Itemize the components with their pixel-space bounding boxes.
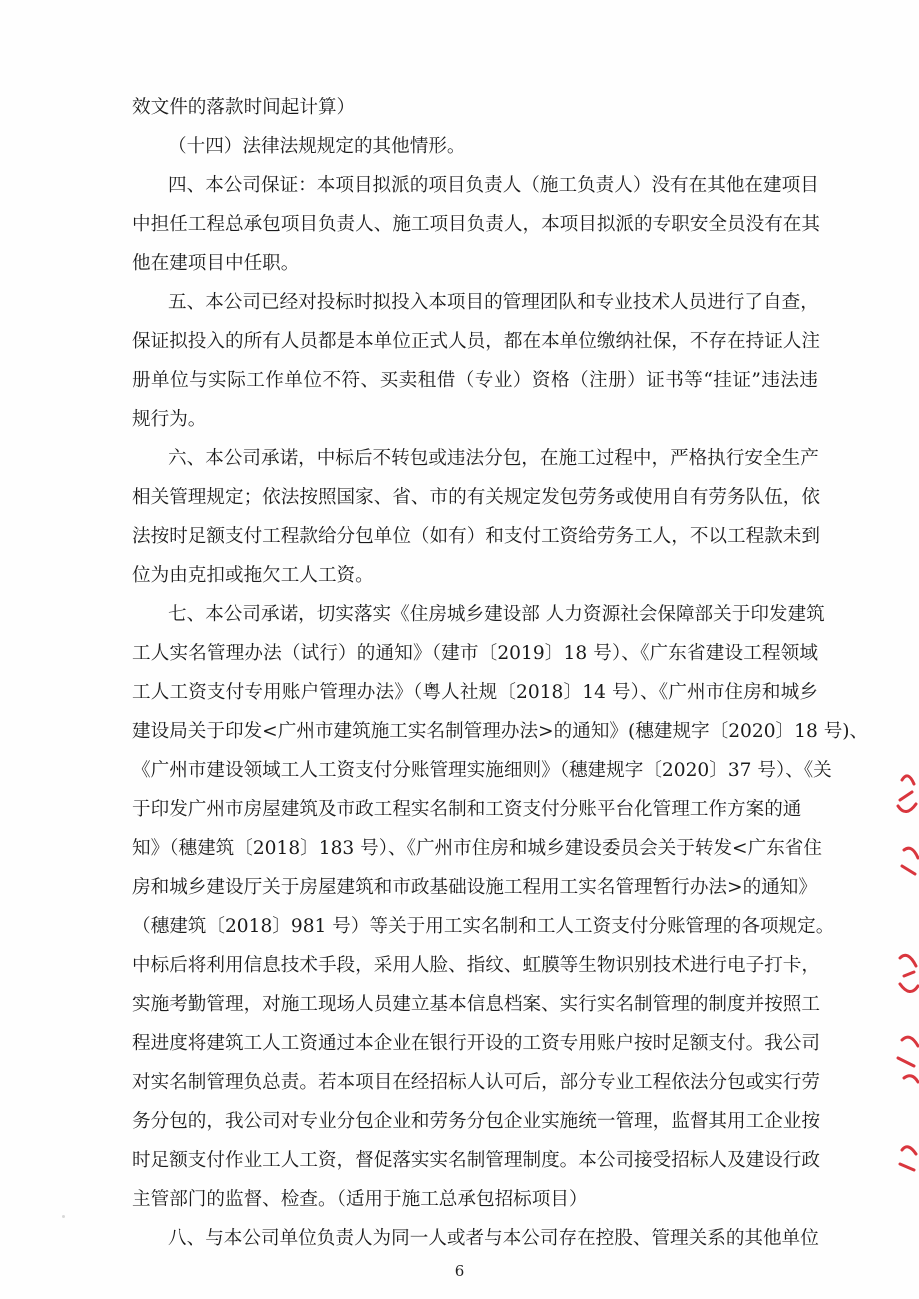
text-line: 务分包的，我公司对专业分包企业和劳务分包企业实施统一管理，监督其用工企业按: [132, 1111, 820, 1132]
text-line: 五、本公司已经对投标时拟投入本项目的管理团队和专业技术人员进行了自查，: [168, 292, 819, 313]
red-seal-edge: [888, 740, 919, 1180]
text-line: 六、本公司承诺，中标后不转包或违法分包，在施工过程中，严格执行安全生产: [168, 448, 819, 469]
text-line: 相关管理规定；依法按照国家、省、市的有关规定发包劳务或使用自有劳务队伍，依: [132, 487, 820, 508]
text-line: 《广州市建设领域工人工资支付分账管理实施细则》（穗建规字〔2020〕37 号）、《关: [132, 760, 832, 781]
text-line: 工人实名管理办法（试行）的通知》（建市〔2019〕18 号）、《广东省建设工程领域: [132, 643, 818, 664]
text-line: 于印发广州市房屋建筑及市政工程实名制和工资支付分账平台化管理工作方案的通: [132, 799, 802, 820]
text-line: 册单位与实际工作单位不符、买卖租借（专业）资格（注册）证书等“挂证”违法违: [132, 370, 818, 391]
scan-speck: [62, 1215, 65, 1218]
text-line: 效文件的落款时间起计算）: [132, 97, 356, 118]
page-number: 6: [454, 1262, 465, 1280]
text-line: 对实名制管理负总责。若本项目在经招标人认可后，部分专业工程依法分包或实行劳: [132, 1072, 820, 1093]
text-line: 时足额支付作业工人工资，督促落实实名制管理制度。本公司接受招标人及建设行政: [132, 1150, 820, 1171]
text-line: 房和城乡建设厅关于房屋建筑和市政基础设施工程用工实名管理暂行办法>的通知》: [132, 877, 817, 898]
text-line: 位为由克扣或拖欠工人工资。: [132, 565, 374, 586]
text-line: 中标后将利用信息技术手段，采用人脸、指纹、虹膜等生物识别技术进行电子打卡，: [132, 955, 820, 976]
text-line: 四、本公司保证：本项目拟派的项目负责人（施工负责人）没有在其他在建项目: [168, 175, 819, 196]
text-line: 规行为。: [132, 409, 207, 430]
text-line: 建设局关于印发<广州市建筑施工实名制管理办法>的通知》(穗建规字〔2020〕18 号)、: [132, 721, 869, 742]
text-line: 七、本公司承诺，切实落实《住房城乡建设部 人力资源社会保障部关于印发建筑: [168, 604, 825, 625]
text-line: 八、与本公司单位负责人为同一人或者与本公司存在控股、管理关系的其他单位: [168, 1228, 819, 1249]
text-line: 他在建项目中任职。: [132, 253, 300, 274]
text-line: （十四）法律法规规定的其他情形。: [168, 136, 466, 157]
text-line: 程进度将建筑工人工资通过本企业在银行开设的工资专用账户按时足额支付。我公司: [132, 1033, 820, 1054]
text-line: 保证拟投入的所有人员都是本单位正式人员，都在本单位缴纳社保，不存在持证人注: [132, 331, 820, 352]
text-line: 法按时足额支付工程款给分包单位（如有）和支付工资给劳务工人，不以工程款未到: [132, 526, 820, 547]
text-line: 主管部门的监督、检查。（适用于施工总承包招标项目）: [132, 1189, 588, 1210]
text-line: 实施考勤管理，对施工现场人员建立基本信息档案、实行实名制管理的制度并按照工: [132, 994, 820, 1015]
text-line: 知》（穗建筑〔2018〕183 号）、《广州市住房和城乡建设委员会关于转发<广东省住: [132, 838, 822, 859]
text-line: 中担任工程总承包项目负责人、施工项目负责人，本项目拟派的专职安全员没有在其: [132, 214, 820, 235]
text-line: （穗建筑〔2018〕981 号）等关于用工实名制和工人工资支付分账管理的各项规定。: [132, 916, 835, 937]
text-line: 工人工资支付专用账户管理办法》（粤人社规〔2018〕14 号）、《广州市住房和城乡: [132, 682, 818, 703]
